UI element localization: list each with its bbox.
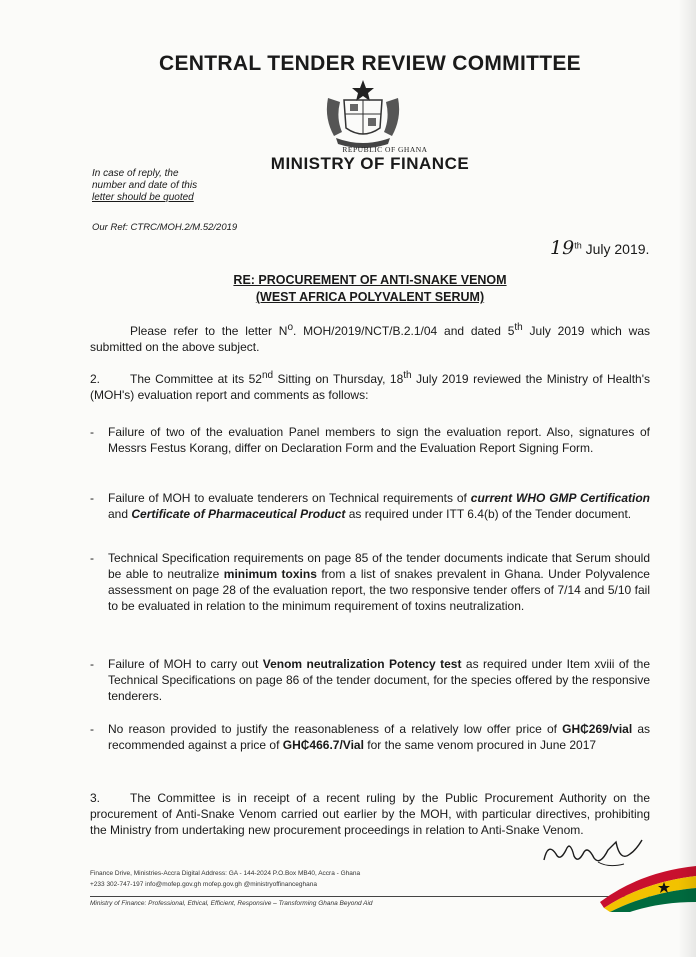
date-suffix: th bbox=[574, 240, 582, 251]
text-run: . MOH/2019/NCT/B.2.1/04 and dated 5 bbox=[293, 324, 515, 338]
bullet-text: Failure of two of the evaluation Panel members to sign the evaluation report. Also, signatures of Messrs Festus Korang, differ on Declaration Form and the Evaluation Report Signing Form. bbox=[108, 425, 650, 455]
bullet-item bbox=[90, 721, 650, 753]
text-run: July 2019 which was submitted on the above subject. bbox=[90, 324, 651, 354]
paragraph-number: 2. bbox=[90, 372, 101, 386]
text-run: Please refer to the letter N bbox=[130, 324, 288, 338]
paragraph-1 bbox=[90, 320, 650, 355]
bullet-dash: - bbox=[90, 657, 94, 671]
text-run: and bbox=[108, 507, 132, 521]
paragraph-2 bbox=[90, 368, 650, 403]
ghana-coat-of-arms bbox=[322, 78, 404, 148]
text-run: from a list of snakes prevalent in Ghana. Under Polyvalence assessment on page 28 of the evaluation report, the two responsive tender offers of 7/14 and 5/10 fail to be evaluated in relation to the minimum requirement of toxins neutralization. bbox=[108, 567, 650, 613]
bullet-text bbox=[108, 550, 650, 614]
text-run: Sitting on Thursday, 18 bbox=[273, 372, 404, 386]
bullet-dash: - bbox=[90, 551, 94, 565]
date-day: 19 bbox=[550, 237, 575, 259]
subject-line: (WEST AFRICA POLYVALENT SERUM) bbox=[255, 290, 485, 304]
text-run: for the same venom procured in June 2017 bbox=[363, 738, 597, 752]
bullet-dash: - bbox=[90, 722, 94, 736]
paragraph-3 bbox=[90, 790, 650, 838]
bullet-item bbox=[90, 424, 650, 456]
text-sup: th bbox=[403, 370, 412, 381]
bold-text: GH₵466.7/Vial bbox=[282, 738, 364, 752]
bold-text: Venom neutralization Potency test bbox=[262, 657, 462, 671]
republic-label: REPUBLIC OF GHANA bbox=[342, 145, 428, 154]
footer-contacts bbox=[90, 868, 360, 890]
bullet-item bbox=[90, 656, 650, 704]
text-run: as recommended against a price of bbox=[108, 722, 650, 752]
text-sup: th bbox=[514, 322, 523, 333]
bullet-text bbox=[108, 721, 650, 753]
paragraph-number: 3. bbox=[90, 791, 101, 805]
bullet-text bbox=[108, 490, 650, 522]
bullet-dash: - bbox=[90, 425, 94, 439]
text-run: July 2019 reviewed the Ministry of Health's (MOH's) evaluation report and comments as follows: bbox=[90, 372, 650, 402]
footer-motto: Ministry of Finance: Professional, Ethical, Efficient, Responsive – Transforming Ghana Beyond Aid bbox=[90, 900, 373, 907]
text-run: Technical Specification requirements on page 85 of the tender documents indicate that Serum should be able to neutralize bbox=[108, 551, 650, 581]
text-run: as required under Item xviii of the Technical Specifications on page 86 of the tender document, for the species offered by the responsive tenderers. bbox=[108, 657, 651, 703]
bullet-dash: - bbox=[90, 491, 94, 505]
footer-contact-line: +233 302-747-197 info@mofep.gov.gh mofep.gov.gh @ministryoffinanceghana bbox=[90, 881, 317, 888]
footer-divider bbox=[90, 896, 650, 897]
subject-heading bbox=[22, 272, 696, 306]
emphasis-text: current WHO GMP Certification bbox=[470, 491, 650, 505]
committee-heading: CENTRAL TENDER REVIEW COMMITTEE bbox=[159, 52, 581, 75]
text-run: The Committee is in receipt of a recent ruling by the Public Procurement Authority on the procurement of Anti-Snake Venom carried out earlier by the MOH, with particular directives, prohibiting the Ministry from undertaking new procurement proceedings in relation to Anti-Snake Venom. bbox=[90, 791, 650, 837]
date-rest: July 2019. bbox=[585, 241, 650, 257]
text-run: Failure of MOH to evaluate tenderers on Technical requirements of bbox=[108, 491, 471, 505]
bullet-text bbox=[108, 656, 650, 704]
footer-address: Finance Drive, Ministries-Accra Digital Address: GA - 144-2024 P.O.Box MB40, Accra - Ghana bbox=[90, 870, 361, 877]
text-run: No reason provided to justify the reasonableness of a relatively low offer price of bbox=[108, 722, 563, 736]
page-edge-shadow bbox=[678, 0, 696, 957]
reply-note-line: number and date of this bbox=[92, 180, 198, 191]
ministry-heading: MINISTRY OF FINANCE bbox=[270, 154, 470, 173]
reply-note bbox=[92, 168, 197, 204]
subject-line: RE: PROCUREMENT OF ANTI-SNAKE VENOM bbox=[233, 273, 507, 287]
text-sup: nd bbox=[261, 370, 274, 381]
reply-note-line: letter should be quoted bbox=[92, 192, 194, 203]
bold-text: minimum toxins bbox=[223, 567, 317, 581]
bold-text: GH₵269/vial bbox=[562, 722, 633, 736]
our-reference: Our Ref: CTRC/MOH.2/M.52/2019 bbox=[92, 222, 238, 233]
text-run: The Committee at its 52 bbox=[130, 372, 262, 386]
text-sup: o bbox=[287, 322, 294, 333]
bullet-item bbox=[90, 490, 650, 522]
text-run: Failure of MOH to carry out bbox=[108, 657, 263, 671]
emphasis-text: Certificate of Pharmaceutical Product bbox=[131, 507, 346, 521]
text-run: as required under ITT 6.4(b) of the Tender document. bbox=[345, 507, 632, 521]
letter-date bbox=[550, 237, 649, 259]
reply-note-line: In case of reply, the bbox=[92, 168, 179, 179]
bullet-item bbox=[90, 550, 650, 614]
